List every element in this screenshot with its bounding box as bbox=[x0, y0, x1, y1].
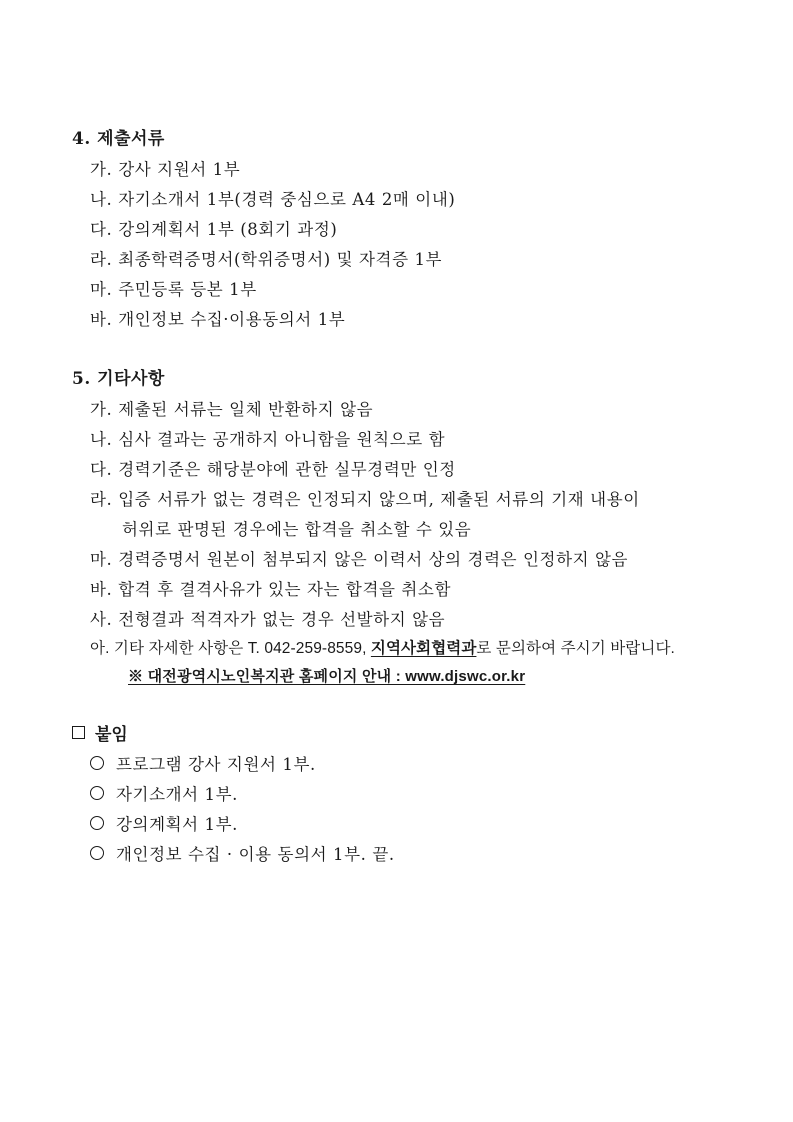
attachment-item bbox=[90, 811, 238, 835]
section-4-item-ma: 마. 주민등록 등본 1부 bbox=[90, 280, 257, 299]
section-5-item-ba: 바. 합격 후 결격사유가 있는 자는 합격을 취소함 bbox=[90, 580, 451, 599]
attachments-title: 붙임 bbox=[95, 725, 128, 745]
attachments-title-row bbox=[72, 720, 128, 745]
circle-bullet-icon bbox=[90, 846, 104, 860]
section-5-item-a-contact bbox=[90, 636, 675, 658]
homepage-notice: ※ 대전광역시노인복지관 홈페이지 안내 : www.djswc.or.kr bbox=[128, 668, 526, 685]
contact-suffix: 로 문의하여 주시기 바랍니다. bbox=[476, 640, 675, 657]
attachment-item bbox=[90, 781, 238, 805]
circle-bullet-icon bbox=[90, 816, 104, 830]
section-5-item-ga: 가. 제출된 서류는 일체 반환하지 않음 bbox=[90, 400, 374, 419]
section-5-item-sa: 사. 전형결과 적격자가 없는 경우 선발하지 않음 bbox=[90, 610, 446, 629]
section-5-item-ra: 라. 입증 서류가 없는 경력은 인정되지 않으며, 제출된 서류의 기재 내용이 bbox=[90, 490, 640, 509]
circle-bullet-icon bbox=[90, 756, 104, 770]
attachment-label: 프로그램 강사 지원서 1부. bbox=[116, 755, 316, 774]
section-4-item-ba: 바. 개인정보 수집·이용동의서 1부 bbox=[90, 310, 346, 329]
section-4-item-da: 다. 강의계획서 1부 (8회기 과정) bbox=[90, 220, 338, 239]
contact-department: 지역사회협력과 bbox=[370, 640, 477, 657]
section-5-item-da: 다. 경력기준은 해당분야에 관한 실무경력만 인정 bbox=[90, 460, 456, 479]
contact-prefix: 아. 기타 자세한 사항은 T. 042-259-8559, bbox=[90, 640, 371, 657]
attachment-item bbox=[90, 751, 316, 775]
section-4-item-na: 나. 자기소개서 1부(경력 중심으로 A4 2매 이내) bbox=[90, 190, 456, 209]
section-4-item-ga: 가. 강사 지원서 1부 bbox=[90, 160, 241, 179]
attachment-label: 강의계획서 1부. bbox=[116, 815, 239, 834]
attachment-label: 자기소개서 1부. bbox=[116, 785, 239, 804]
section-5-item-ra-continued: 허위로 판명된 경우에는 합격을 취소할 수 있음 bbox=[122, 520, 472, 539]
attachment-label: 개인정보 수집 · 이용 동의서 1부. 끝. bbox=[116, 845, 395, 864]
section-5-item-na: 나. 심사 결과는 공개하지 아니함을 원칙으로 함 bbox=[90, 430, 446, 449]
section-5-item-ma: 마. 경력증명서 원본이 첨부되지 않은 이력서 상의 경력은 인정하지 않음 bbox=[90, 550, 629, 569]
attachment-item bbox=[90, 841, 395, 865]
circle-bullet-icon bbox=[90, 786, 104, 800]
section-4-title: 4. 제출서류 bbox=[72, 129, 165, 149]
checkbox-square-icon bbox=[72, 726, 85, 739]
section-5-title: 5. 기타사항 bbox=[72, 369, 165, 389]
section-4-item-ra: 라. 최종학력증명서(학위증명서) 및 자격증 1부 bbox=[90, 250, 443, 269]
